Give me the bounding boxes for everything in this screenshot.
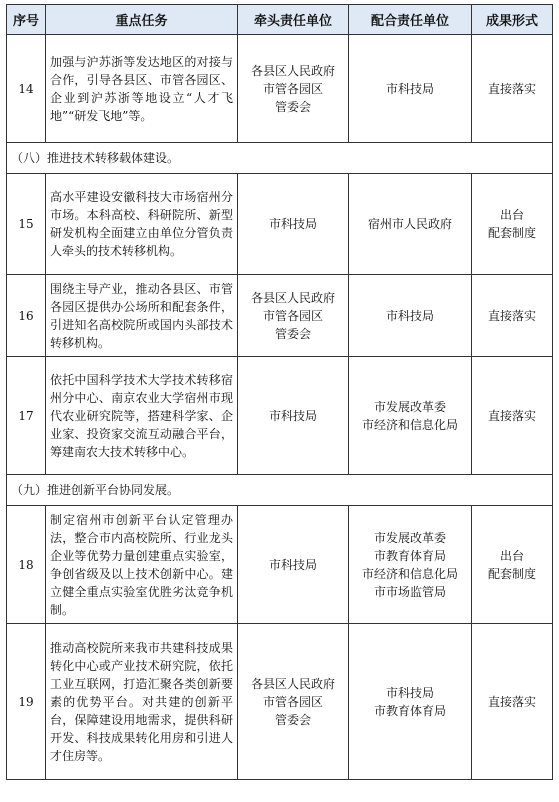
row-coop: 市科技局: [349, 35, 472, 143]
header-result: 成果形式: [472, 5, 553, 35]
table-row: [7, 174, 553, 275]
header-lead: 牵头责任单位: [238, 5, 349, 35]
row-lead: 市科技局: [238, 506, 349, 624]
header-coop: 配合责任单位: [349, 5, 472, 35]
row-lead: 市科技局: [238, 357, 349, 475]
row-coop: 市科技局 市教育体育局: [349, 624, 472, 780]
row-lead: 各县区人民政府 市管各园区 管委会: [238, 35, 349, 143]
section-title: （九）推进创新平台协同发展。: [7, 475, 553, 506]
task-table: [6, 4, 553, 780]
section-row: [7, 475, 553, 506]
table-row: [7, 357, 553, 475]
table-row: [7, 35, 553, 143]
section-title: （八）推进技术转移载体建设。: [7, 143, 553, 174]
row-result: 直接落实: [472, 275, 553, 357]
header-task: 重点任务: [46, 5, 238, 35]
row-coop: 市发展改革委 市经济和信息化局: [349, 357, 472, 475]
row-number: 19: [7, 624, 46, 780]
row-task: 围绕主导产业，推动各县区、市管各园区提供办公场所和配套条件，引进知名高校院所或国内头部技术转移机构。: [46, 275, 238, 357]
table-row: [7, 506, 553, 624]
row-task: 加强与沪苏浙等发达地区的对接与合作，引导各县区、市管各园区、企业到沪苏浙等地设立“人才飞地”“研发飞地”等。: [46, 35, 238, 143]
row-number: 14: [7, 35, 46, 143]
row-result: 出台 配套制度: [472, 174, 553, 275]
row-lead: 各县区人民政府 市管各园区 管委会: [238, 275, 349, 357]
row-task: 推动高校院所来我市共建科技成果转化中心或产业技术研究院，依托工业互联网，打造汇聚各类创新要素的优势平台。对共建的创新平台，保障建设用地需求，提供科研开发、科技成果转化用房和引进人才住房等。: [46, 624, 238, 780]
row-number: 16: [7, 275, 46, 357]
table-row: [7, 624, 553, 780]
row-task: 高水平建设安徽科技大市场宿州分市场。本科高校、科研院所、新型研发机构全面建立由单位分管负责人牵头的技术转移机构。: [46, 174, 238, 275]
row-number: 18: [7, 506, 46, 624]
row-task: 制定宿州市创新平台认定管理办法，整合市内高校院所、行业龙头企业等优势力量创建重点实验室，争创省级及以上技术创新中心。建立健全重点实验室优胜劣汰竞争机制。: [46, 506, 238, 624]
table-row: [7, 275, 553, 357]
row-task: 依托中国科学技术大学技术转移宿州分中心、南京农业大学宿州市现代农业研究院等，搭建科学家、企业家、投资家交流互动融合平台，筹建南农大技术转移中心。: [46, 357, 238, 475]
header-row: [7, 5, 553, 35]
row-coop: 市发展改革委 市教育体育局 市经济和信息化局 市市场监管局: [349, 506, 472, 624]
row-lead: 各县区人民政府 市管各园区 管委会: [238, 624, 349, 780]
row-result: 出台 配套制度: [472, 506, 553, 624]
row-result: 直接落实: [472, 624, 553, 780]
row-result: 直接落实: [472, 35, 553, 143]
section-row: [7, 143, 553, 174]
row-coop: 宿州市人民政府: [349, 174, 472, 275]
row-result: 直接落实: [472, 357, 553, 475]
header-no: 序号: [7, 5, 46, 35]
row-number: 17: [7, 357, 46, 475]
row-number: 15: [7, 174, 46, 275]
row-lead: 市科技局: [238, 174, 349, 275]
row-coop: 市科技局: [349, 275, 472, 357]
